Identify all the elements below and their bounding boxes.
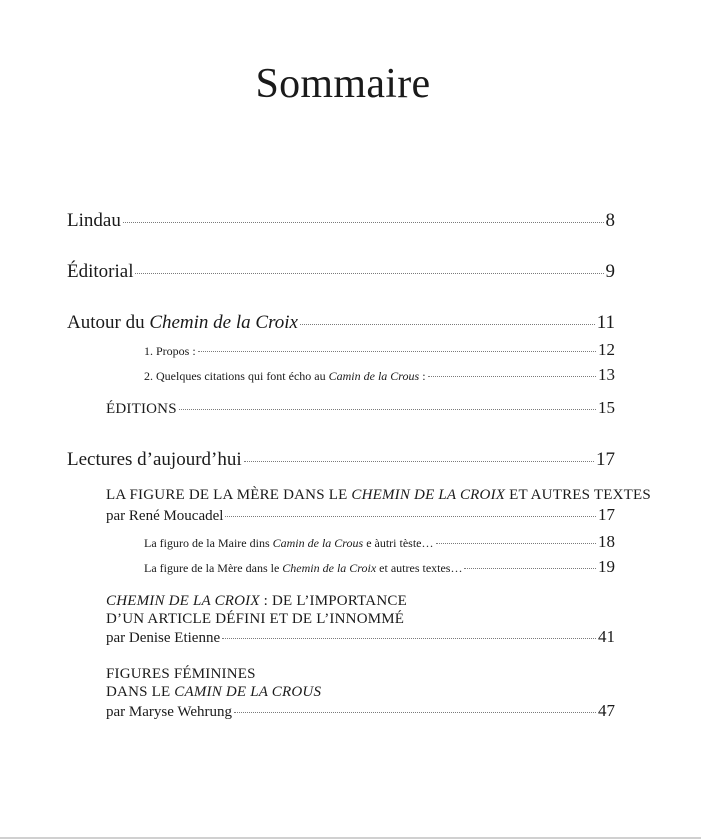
toc-label: La figure de la Mère dans le Chemin de la Croix et autres textes… bbox=[144, 561, 463, 575]
toc-article-title: LA FIGURE DE LA MÈRE DANS LE CHEMIN DE LA CROIX ET AUTRES TEXTES bbox=[106, 487, 651, 503]
toc-article-title-line2: DANS LE CAMIN DE LA CROUS bbox=[106, 684, 322, 700]
toc-label: 1. Propos : bbox=[144, 344, 196, 358]
toc-label: Éditorial bbox=[67, 261, 134, 282]
toc-author: par Denise Etienne bbox=[106, 630, 221, 646]
dot-leader bbox=[244, 461, 594, 462]
toc-entry-feminines[interactable] bbox=[106, 701, 615, 721]
toc-label: ÉDITIONS bbox=[106, 401, 177, 417]
toc-entry-importance[interactable] bbox=[106, 627, 615, 647]
toc-label: Lindau bbox=[67, 210, 121, 231]
toc-entry-editorial[interactable] bbox=[67, 261, 615, 283]
dot-leader bbox=[222, 638, 596, 639]
toc-page-number: 8 bbox=[605, 210, 615, 231]
toc-entry-lectures[interactable] bbox=[67, 449, 615, 471]
dot-leader bbox=[234, 712, 596, 713]
toc-author: par René Moucadel bbox=[106, 508, 224, 524]
dot-leader bbox=[300, 324, 595, 325]
toc-page-number: 17 bbox=[596, 449, 615, 470]
toc-entry-figuro-maire[interactable] bbox=[144, 532, 615, 552]
dot-leader bbox=[436, 543, 597, 544]
toc-label: 2. Quelques citations qui font écho au Camin de la Crous : bbox=[144, 369, 426, 383]
toc-label: La figuro de la Maire dins Camin de la Crous e àutri tèste… bbox=[144, 536, 434, 550]
page-title: Sommaire bbox=[255, 61, 431, 107]
toc-entry-citations[interactable] bbox=[144, 365, 615, 385]
toc-label: Autour du Chemin de la Croix bbox=[67, 312, 298, 333]
toc-article-title-line2: D’UN ARTICLE DÉFINI ET DE L’INNOMMÉ bbox=[106, 611, 405, 627]
toc-page-number: 47 bbox=[598, 701, 615, 720]
toc-page-number: 19 bbox=[598, 557, 615, 576]
toc-entry-figure-mere[interactable] bbox=[106, 505, 615, 525]
dot-leader bbox=[464, 568, 596, 569]
toc-label: Lectures d’aujourd’hui bbox=[67, 449, 242, 470]
toc-page-number: 15 bbox=[598, 398, 615, 417]
toc-page-number: 18 bbox=[598, 532, 615, 551]
dot-leader bbox=[225, 516, 596, 517]
toc-article-title: CHEMIN DE LA CROIX : DE L’IMPORTANCE bbox=[106, 593, 407, 609]
toc-entry-figure-mere-fr[interactable] bbox=[144, 557, 615, 577]
toc-page-number: 11 bbox=[596, 312, 615, 333]
toc-page-number: 9 bbox=[605, 261, 615, 282]
toc-entry-autour[interactable] bbox=[67, 312, 615, 334]
dot-leader bbox=[198, 351, 596, 352]
dot-leader bbox=[179, 409, 596, 410]
toc-entry-editions[interactable] bbox=[106, 398, 615, 418]
toc-entry-lindau[interactable] bbox=[67, 210, 615, 232]
toc-page-number: 41 bbox=[598, 627, 615, 646]
toc-page-number: 13 bbox=[598, 365, 615, 384]
dot-leader bbox=[135, 273, 603, 274]
dot-leader bbox=[123, 222, 604, 223]
dot-leader bbox=[428, 376, 596, 377]
toc-article-title: FIGURES FÉMININES bbox=[106, 666, 256, 682]
toc-entry-propos[interactable] bbox=[144, 340, 615, 360]
toc-author: par Maryse Wehrung bbox=[106, 704, 232, 720]
toc-page-number: 12 bbox=[598, 340, 615, 359]
toc-page-number: 17 bbox=[598, 505, 615, 524]
